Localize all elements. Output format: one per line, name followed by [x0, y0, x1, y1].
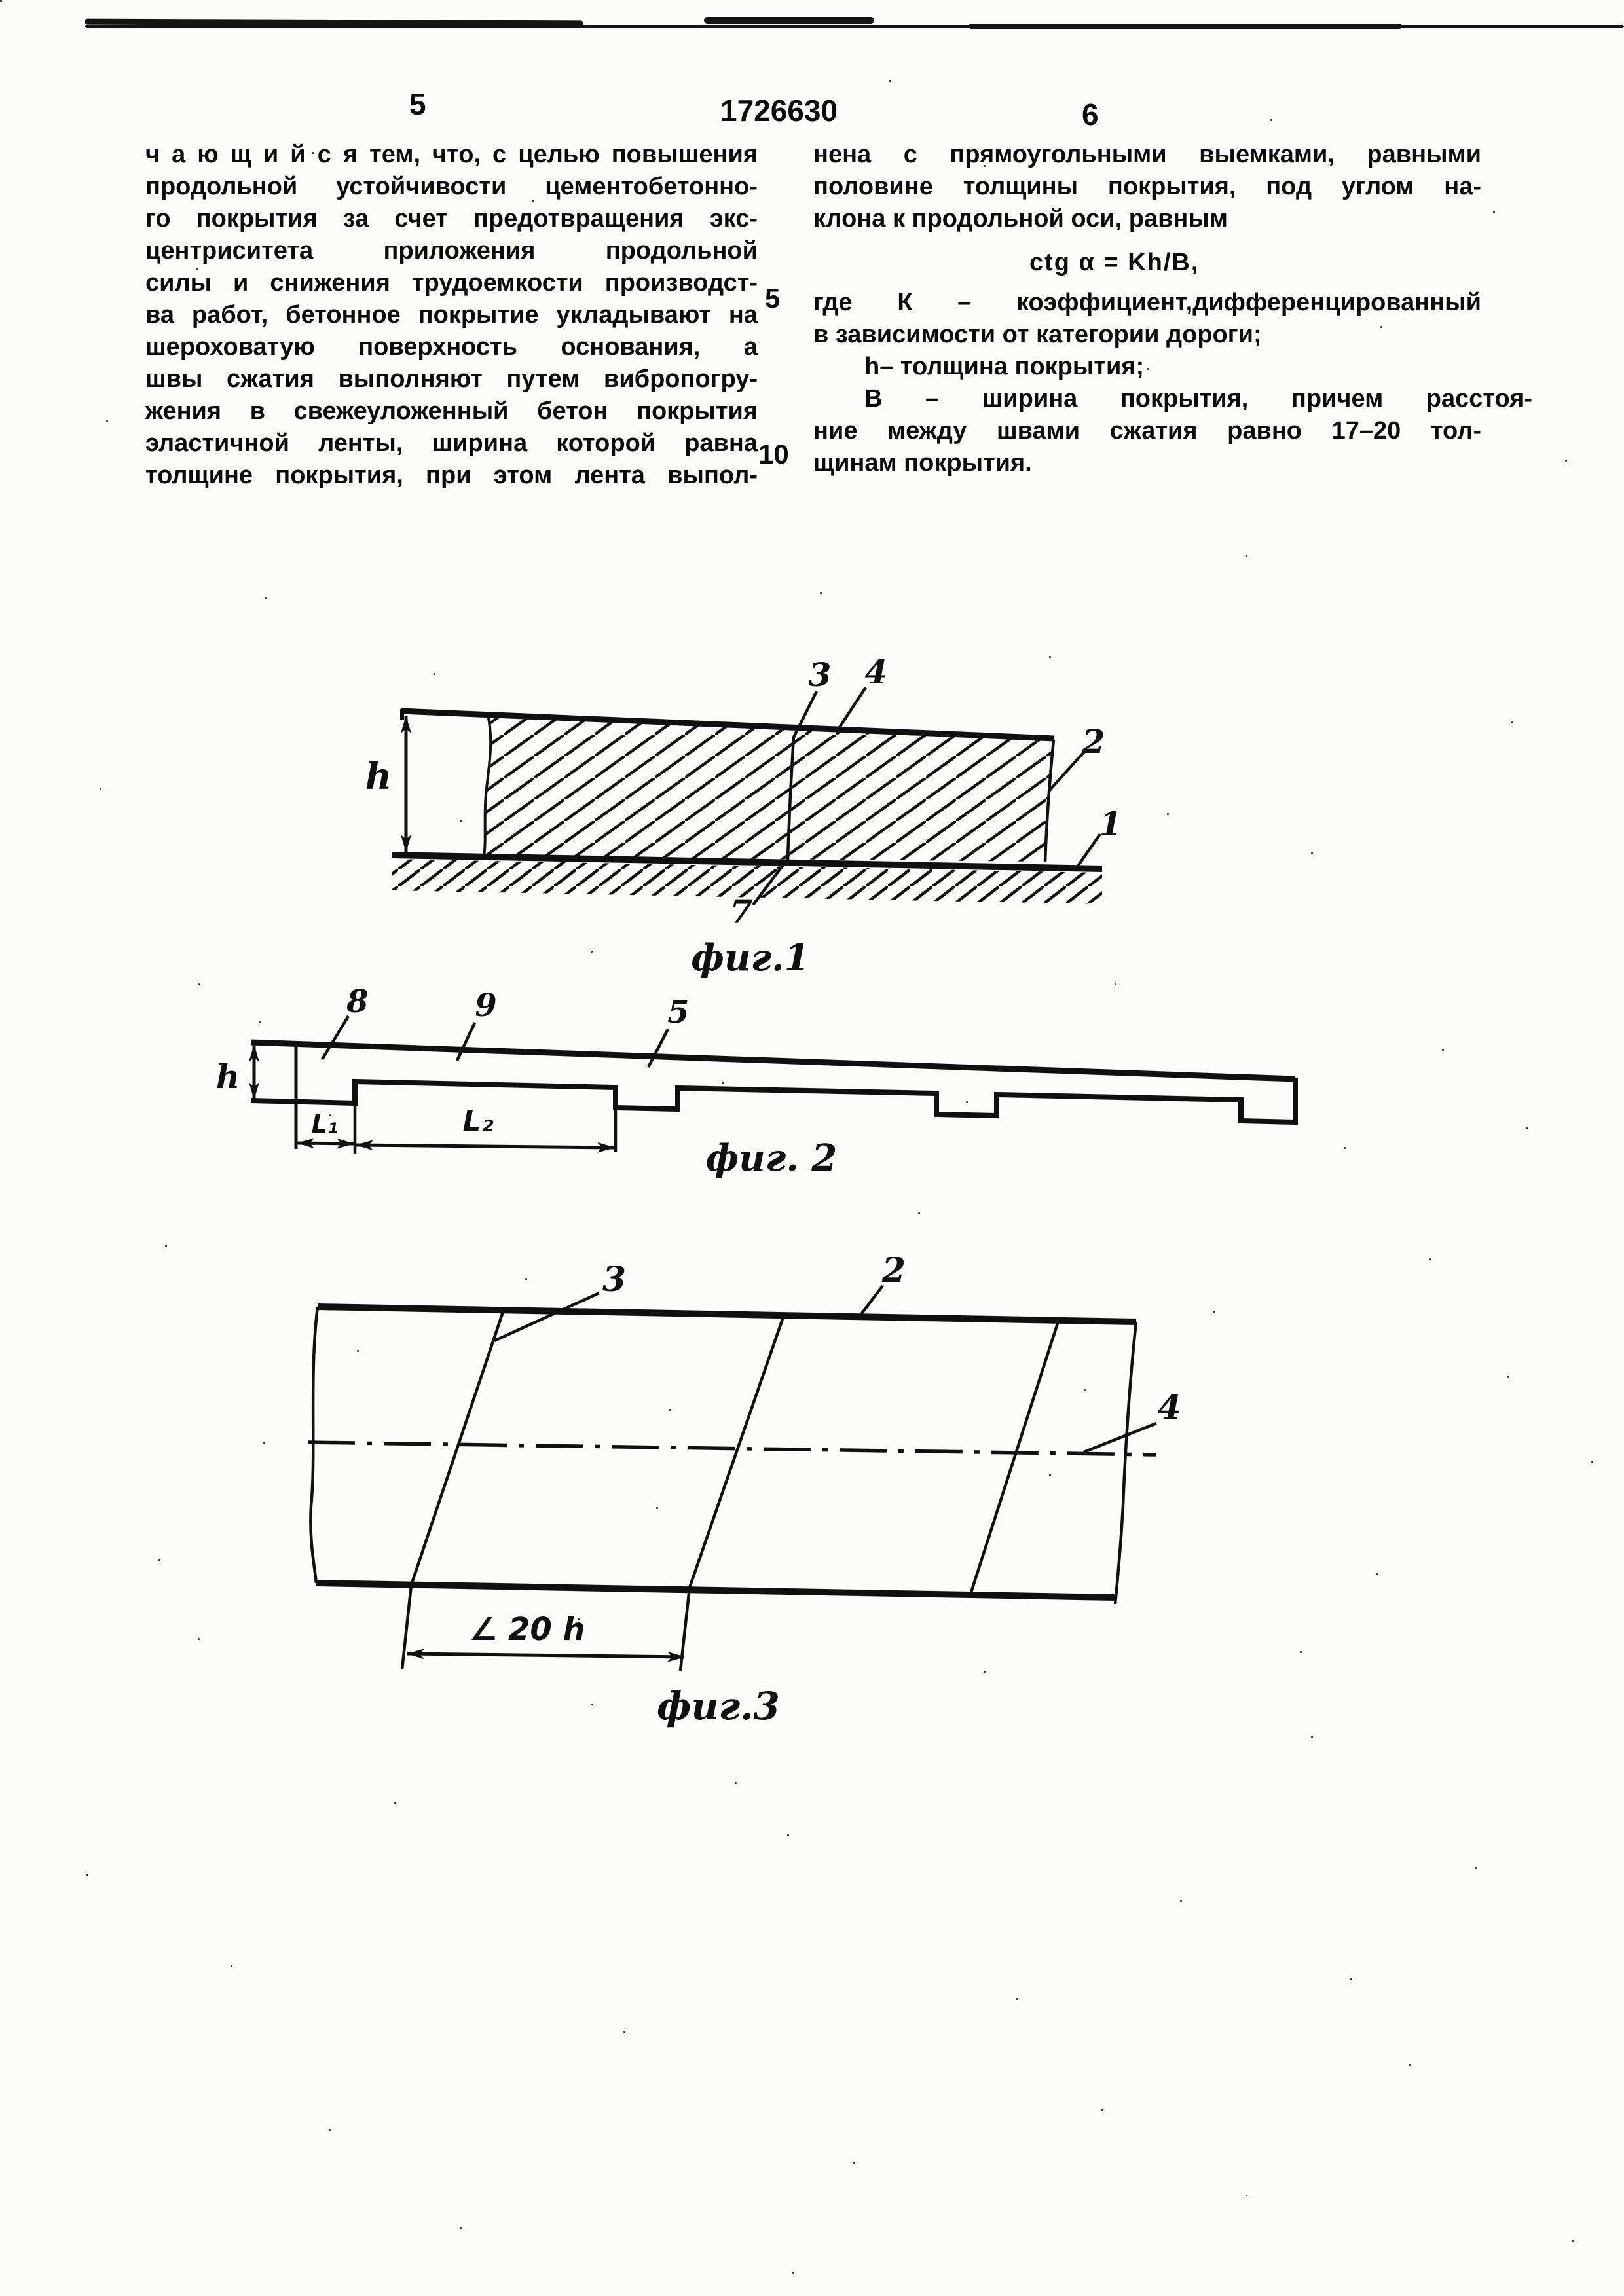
text-line: ва работ, бетонное покрытие укладывают на: [145, 301, 758, 329]
fig2-caption: фиг. 2: [705, 1137, 838, 1180]
text-line: в зависимости от категории дороги;: [813, 321, 1262, 348]
text-line: h– толщина покрытия;: [864, 353, 1145, 380]
tape-bottom-profile: [251, 1078, 1295, 1122]
text-line: толщине покрытия, при этом лента выпол-: [145, 462, 758, 489]
claim-line-number-5: 5: [765, 283, 781, 314]
fig3-label-2: 2: [881, 1257, 906, 1290]
fig3-label-4: 4: [1157, 1388, 1182, 1428]
leader-9: [457, 1023, 475, 1061]
fig1-label-7: 7: [729, 892, 753, 931]
slab-bottom-edge: [316, 1583, 1115, 1597]
fig3-caption: фиг.3: [657, 1684, 780, 1728]
fig3-label-3: 3: [602, 1260, 627, 1300]
text-line: клона к продольной оси, равным: [813, 205, 1228, 232]
l1-dimension-arrow: [297, 1143, 354, 1144]
text-line: В – ширина покрытия, причем расстоя-: [864, 385, 1532, 412]
scan-artifact: [969, 24, 1401, 29]
leader-8: [322, 1016, 348, 1059]
joint-line-3: [971, 1317, 1060, 1592]
leader-3: [494, 1293, 599, 1341]
text-line: силы и снижения трудоемкости производст-: [145, 269, 758, 297]
text-line: ч а ю щ и й с я тем, что, с целью повышения: [145, 141, 758, 168]
tape-top-edge: [251, 1042, 1295, 1079]
fig1-label-1: 1: [1099, 805, 1122, 843]
text-line: ние между швами сжатия равно 17–20 тол-: [813, 417, 1481, 445]
figure-2-drawing: [210, 975, 1323, 1198]
text-line: продольной устойчивости цементобетонно-: [145, 173, 758, 200]
text-line: нена с прямоугольными выемками, равными: [813, 141, 1481, 168]
figure-3-drawing: [275, 1257, 1336, 1741]
text-line: центриситета приложения продольной: [145, 237, 758, 264]
text-line: щинам покрытия.: [813, 449, 1032, 477]
fig2-label-h: h: [215, 1057, 240, 1096]
right-column: [813, 139, 1532, 479]
text-line: эластичной ленты, ширина которой равна: [145, 429, 758, 457]
longitudinal-axis: [308, 1442, 1156, 1455]
l2-dimension-arrow: [356, 1145, 614, 1148]
leader-2: [858, 1286, 883, 1319]
dimension-extension: [402, 1585, 411, 1669]
formula-line: ctg α = Kh/B,: [1029, 249, 1200, 276]
fig1-label-4: 4: [864, 653, 888, 691]
left-column: [145, 139, 758, 492]
slab-right-break-line: [1115, 1322, 1136, 1604]
leader-2: [1049, 752, 1084, 791]
text-line: где К – коэффициент,дифференцированный: [813, 289, 1481, 316]
fig1-caption: фиг.1: [691, 936, 810, 979]
text-line: половине толщины покрытия, под углом на-: [813, 173, 1481, 200]
page-number-right: 6: [1082, 98, 1099, 132]
text-line: жения в свежеуложенный бетон покрытия: [145, 397, 758, 425]
fig1-label-3: 3: [808, 655, 832, 694]
slab-top-edge: [318, 1307, 1136, 1322]
scan-artifact: [704, 17, 874, 24]
fig2-label-l1: L₁: [311, 1110, 339, 1139]
text-line: швы сжатия выполняют путем вибропогру-: [145, 365, 758, 393]
fig2-label-8: 8: [346, 983, 369, 1020]
fig2-label-l2: L₂: [462, 1105, 494, 1139]
fig3-spacing-label: ∠ 20 h: [469, 1611, 585, 1648]
patent-number: 1726630: [720, 94, 838, 128]
fig2-label-9: 9: [475, 987, 497, 1024]
fig1-label-h: h: [365, 755, 392, 798]
leader-4: [1084, 1423, 1156, 1452]
page-number-left: 5: [409, 87, 427, 121]
scan-noise: [0, 0, 2, 2]
figure-1-drawing: [354, 648, 1139, 995]
joint-spacing-dimension-arrow: [407, 1654, 684, 1657]
claim-line-number-10: 10: [758, 439, 789, 469]
text-line: шероховатую поверхность основания, а: [145, 333, 758, 361]
slab-left-break-line: [310, 1307, 318, 1583]
leader-1: [1077, 834, 1100, 867]
fig2-label-5: 5: [667, 994, 690, 1030]
leader-5: [648, 1029, 668, 1067]
fig1-label-2: 2: [1082, 722, 1105, 761]
text-line: го покрытия за счет предотвращения экс-: [145, 205, 758, 232]
leader-4: [838, 687, 866, 729]
